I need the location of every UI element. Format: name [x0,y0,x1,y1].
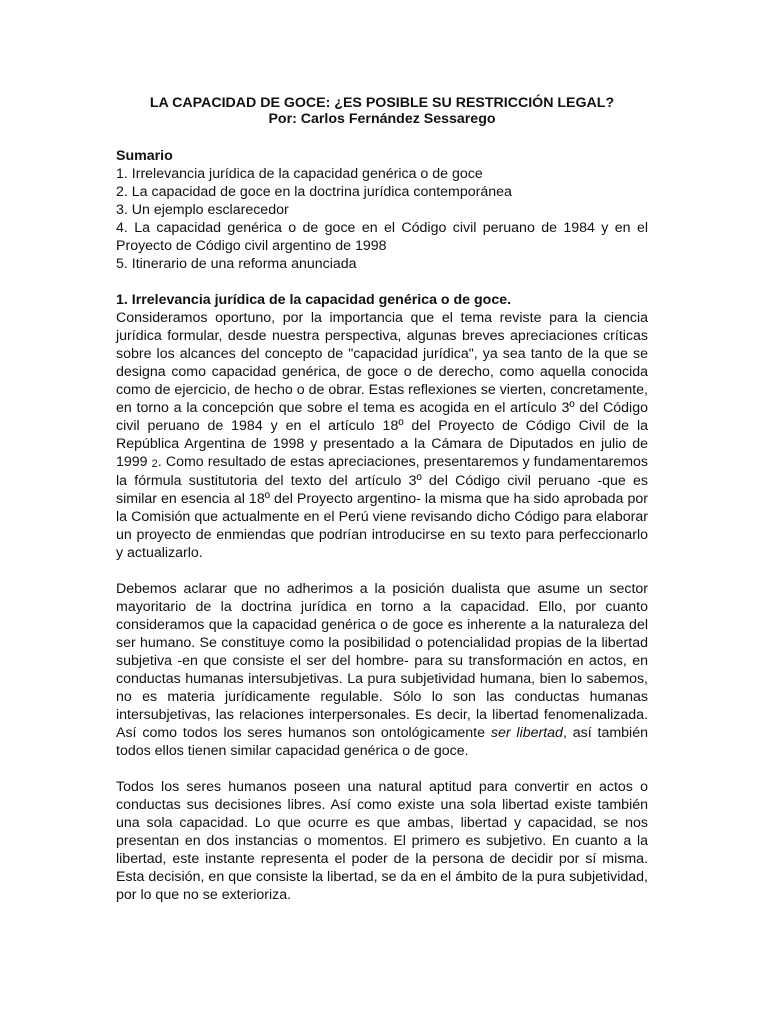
summary-item: 3. Un ejemplo esclarecedor [116,202,289,218]
summary-item: 5. Itinerario de una reforma anunciada [116,256,357,272]
paragraph-2-italic-text: ser libertad [490,725,563,741]
summary-section [116,147,648,273]
section-1-paragraph-text-after-note: . Como resultado de estas apreciaciones, presentaremos y fundamentaremos la fórmula sustitutoria del texto del artículo 3º del Código civil peruano -que es similar en esencia al 18º del Proyecto argentino- la misma que ha sido aprobada por la Comisión que actualmente en el Perú viene revisando dicho Código para elaborar un proyecto de enmiendas que podrían introducirse en su texto para perfeccionarlo y actualizarlo. [116,454,648,561]
section-1 [116,291,648,562]
body-paragraphs [116,580,648,904]
section-1-heading: 1. Irrelevancia jurídica de la capacidad genérica o de goce. [116,292,512,308]
summary-heading: Sumario [116,148,173,164]
section-1-paragraph-text-before-note: Consideramos oportuno, por la importancia que el tema reviste para la ciencia jurídica formular, desde nuestra perspectiva, algunas breves apreciaciones críticas sobre los alcances del concepto de "capacidad jurídica", ya sea tanto de la que se designa como capacidad genérica, de goce o de derecho, como aquella conocida como de ejercicio, de hecho o de obrar. Estas reflexiones se vierten, concretamente, en torno a la concepción que sobre el tema es acogida en el artículo 3º del Código civil peruano de 1984 y en el artículo 18º del Proyecto de Código Civil de la República Argentina de 1998 y presentado a la Cámara de Diputados en julio de 1999 [116,310,648,470]
document-title: LA CAPACIDAD DE GOCE: ¿ES POSIBLE SU RESTRICCIÓN LEGAL? [149,95,615,111]
paragraph-2 [116,580,648,760]
summary-item: 1. Irrelevancia jurídica de la capacidad genérica o de goce [116,166,483,182]
summary-list [116,165,648,273]
paragraph-2-text-after-italic: , así también todos ellos tienen similar capacidad genérica o de goce. [116,725,648,759]
footnote-reference: 2 [151,458,158,470]
paragraph-3: Todos los seres humanos poseen una natural aptitud para convertir en actos o conductas sus decisiones libres. Así como existe una sola libertad existe también una sola capacidad. Lo que ocurre es que ambas, libertad y capacidad, se nos presentan en dos instancias o momentos. El primero es subjetivo. En cuanto a la libertad, este instante representa el poder de la persona de decidir por sí misma. Esta decisión, en que consiste la libertad, se da en el ámbito de la pura subjetividad, por lo que no se exterioriza. [116,779,648,903]
summary-item: 4. La capacidad genérica o de goce en el Código civil peruano de 1984 y en el Proyecto de Código civil argentino de 1998 [116,220,648,254]
document-author: Por: Carlos Fernández Sessarego [268,111,496,127]
paragraph-2-text-before-italic: Debemos aclarar que no adherimos a la posición dualista que asume un sector mayoritario de la doctrina jurídica en torno a la capacidad. Ello, por cuanto consideramos que la capacidad genérica o de goce es inherente a la naturaleza del ser humano. Se constituye como la posibilidad o potencialidad propias de la libertad subjetiva -en que consiste el ser del hombre- para su transformación en actos, en conductas humanas intersubjetivas. La pura subjetividad humana, bien lo sabemos, no es materia jurídicamente regulable. Sólo lo son las conductas humanas intersubjetivas, las relaciones interpersonales. Es decir, la libertad fenomenalizada. Así como todos los seres humanos son ontológicamente [116,581,648,741]
summary-item: 2. La capacidad de goce en la doctrina jurídica contemporánea [116,184,512,200]
section-1-paragraph [116,309,648,562]
document-title-block [116,95,648,127]
document-content [116,95,648,904]
